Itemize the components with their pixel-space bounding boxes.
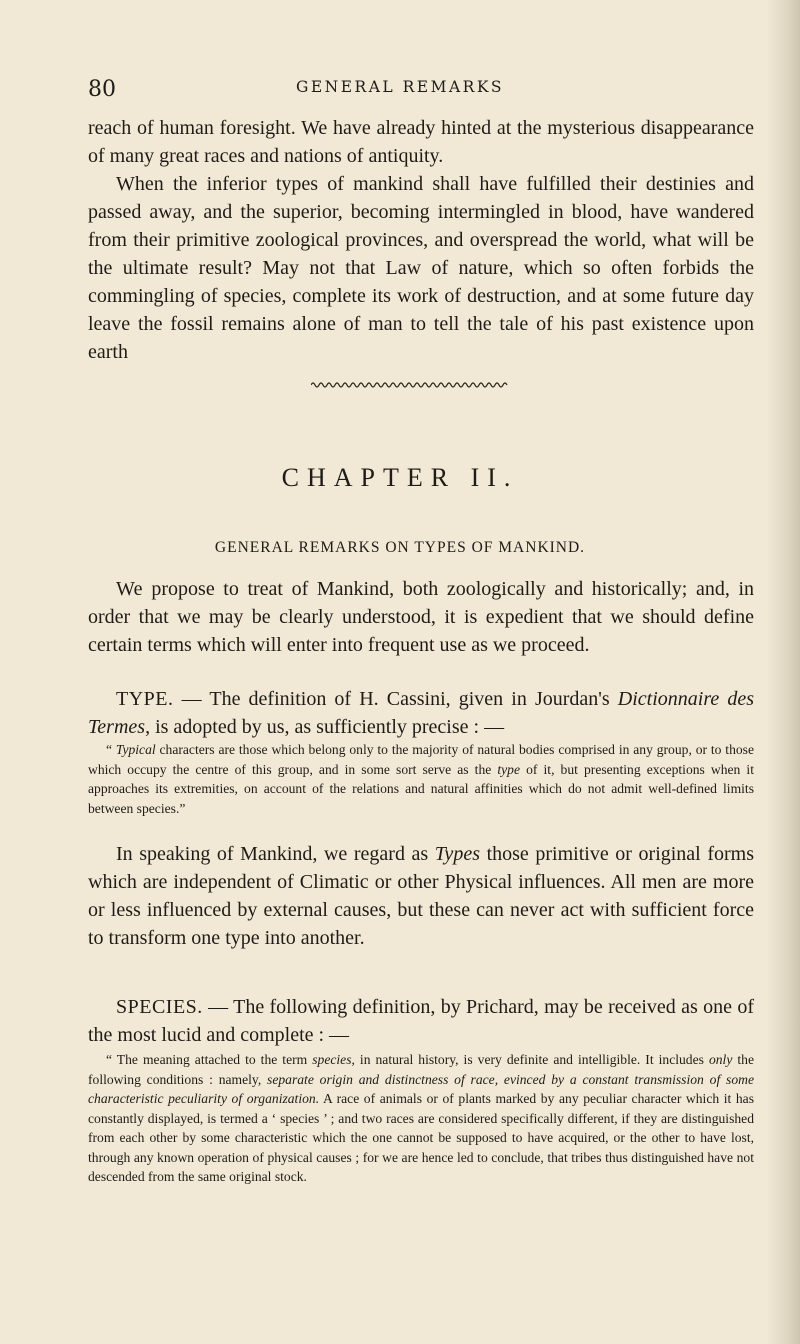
paragraph-lead-word: We bbox=[116, 578, 143, 600]
chapter-subtitle: GENERAL REMARKS ON TYPES OF MANKIND. bbox=[214, 539, 586, 556]
type-definition-after: , is adopted by us, as sufficiently precise : — bbox=[145, 716, 505, 738]
type-term: TYPE. bbox=[116, 688, 174, 710]
types-term: Types bbox=[434, 843, 480, 865]
species-quote-part3: the following conditions : namely, bbox=[88, 1052, 754, 1087]
quote-open: “ bbox=[106, 742, 116, 757]
type-definition-paragraph bbox=[88, 685, 754, 741]
type-word: type bbox=[497, 761, 521, 777]
page-header bbox=[0, 76, 800, 104]
paragraph-body: propose to treat of Mankind, both zoologically and historically; and, in order that we may be clearly understood, it is expedient that we should define certain terms which will enter into frequent use as we proceed. bbox=[88, 578, 754, 656]
opening-paragraph: reach of human foresight. We have already hinted at the mysterious disappearance of many great races and nations of antiquity. bbox=[88, 117, 754, 167]
species-emphasis: separate origin and distinctness of race, evinced by a constant transmission of some characteristic peculiarity of organization. bbox=[88, 1071, 754, 1106]
types-paragraph bbox=[88, 840, 754, 952]
type-quote-part1: characters are those which belong only to the majority of natural bodies comprised in any group, or to those which occupy the centre of this group, and in some sort serve as the bbox=[88, 742, 754, 777]
running-head: GENERAL REMARKS bbox=[295, 78, 505, 96]
species-quote-part1: “ The meaning attached to the term bbox=[106, 1052, 313, 1067]
type-definition-before: — The definition of H. Cassini, given in Jourdan's bbox=[173, 688, 618, 710]
species-definition-body: — The following definition, by Prichard, may be received as one of the most lucid and complete : — bbox=[88, 996, 754, 1046]
types-part2: those primitive or original forms which are independent of Climatic or other Physical influences. All men are more or less influenced by external causes, but these can never act with sufficient force to transform one type into another. bbox=[88, 843, 754, 949]
species-term: SPECIES. bbox=[116, 996, 203, 1018]
types-part1: In speaking of Mankind, we regard as bbox=[116, 843, 435, 865]
species-quote bbox=[88, 1050, 754, 1187]
when-paragraph: When the inferior types of mankind shall have fulfilled their destinies and passed away, and the superior, becoming intermingled in blood, have wandered from their primitive zoological provinces, and overspread the world, what will be the ultimate result? May not that Law of nature, which so often forbids the commingling of species, complete its work of destruction, and at some future day leave the fossil remains alone of man to tell the tale of his past existence upon earth bbox=[88, 173, 754, 363]
species-word: species bbox=[312, 1052, 352, 1067]
species-definition-paragraph bbox=[88, 993, 754, 1049]
species-quote-part4: A race of animals or of plants marked by any peculiar character which it has constantly displayed, is termed a ‘ species ’ ; and two races are considered specifically different, if they are distinguished from each other by some characteristic which the one cannot be supposed to have acquired, or the other to have lost, through any known operation of physical causes ; for we are hence led to conclude, that tribes thus distinguished have not descended from the same original stock. bbox=[88, 1091, 754, 1184]
typical-term: Typical bbox=[115, 742, 156, 757]
type-quote bbox=[88, 740, 754, 818]
decorative-wavy-rule bbox=[311, 380, 509, 390]
dictionnaire-title: Dictionnaire des Termes bbox=[88, 688, 754, 738]
chapter-title: CHAPTER II. bbox=[281, 463, 519, 492]
type-quote-part2: of it, but presenting exceptions when it approaches its extremities, on account of the relations and natural affinities which do not admit well-defined limits between species.” bbox=[88, 761, 754, 816]
species-quote-part2: , in natural history, is very definite and intelligible. It includes bbox=[351, 1052, 709, 1067]
we-propose-paragraph bbox=[88, 575, 754, 659]
only-word: only bbox=[708, 1052, 733, 1067]
page-edge-shadow bbox=[766, 0, 800, 1344]
page-number: 80 bbox=[88, 77, 116, 102]
